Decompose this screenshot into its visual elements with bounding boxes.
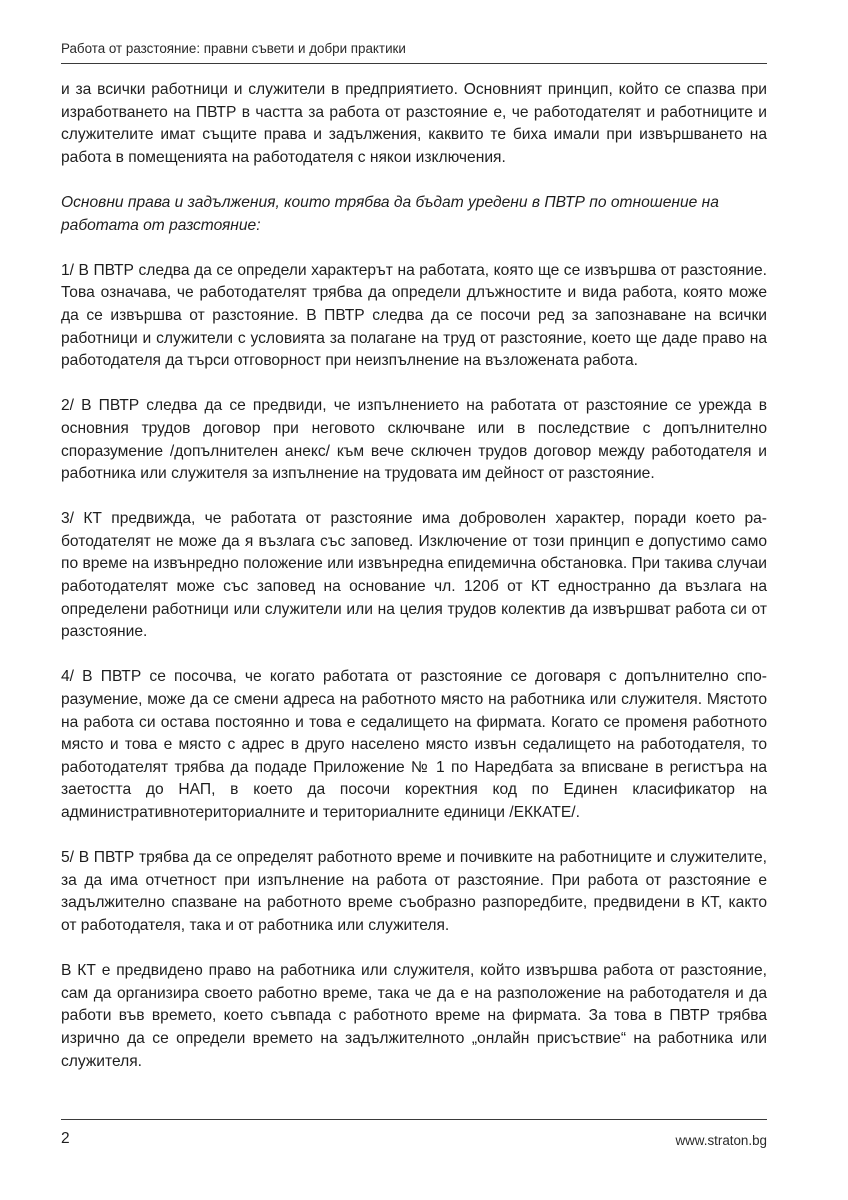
paragraph-item-1: 1/ В ПВТР следва да се определи характерът на работата, която ще се извършва от разстояние. Това означава, че работодателят трябва да определи длъжностите и вида работа, която може да се извършва от разстояние. В ПВТР следва да се посочи ред за запознаване на всички работници и служители с условията за полагане на труд от разстояние, което ще даде право на работодателя да търси отговорност при неизпълнение на възложената работа. — [61, 261, 767, 370]
paragraph-working-time: В КТ е предвидено право на работника или служителя, който извършва работа от разстояние, сам да организира своето работно време, така че да е на разположение на работодателя и да работи във времето, което съвпада с работното време на фирмата. За това в ПВТР трябва изрично да се определи времето на задължителното „онлайн присъствие“ на работника или служителя. — [61, 962, 767, 1070]
paragraph-intro-continuation: и за всички работници и служители в предприятието. Основният принцип, който се спазва при изработването на ПВТР в частта за работа от разстояние е, че работодателят и работниците и служителите имат същите права и задължения, каквито те биха имали при извършването на работа в помещенията на работодателя с някои изключения. — [61, 81, 767, 166]
footer-divider — [61, 1119, 767, 1120]
paragraph-item-2: 2/ В ПВТР следва да се предвиди, че изпълнението на работата от разстояние се урежда в основния трудов договор при неговото сключване или в последствие с допълнително споразумение /допълнителен анекс/ към вече сключен трудов договор между работодателя и работника или служителя за изпълнение на трудовата им дейност от разстояние. — [61, 397, 767, 483]
paragraph-item-4: 4/ В ПВТР се посочва, че когато работата от разстояние се договаря с допълнително споразумение, може да се смени адреса на работното място на работника или служителя. Мястото на работа си остава постоянно и това е седалището на фирмата. Когато се променя работното място и това е място с адрес в друго населено място извън седалището на работодателя, то работодателят трябва да подаде Приложение № 1 по Наредбата за вписване в регистъра на заетостта до НАП, в което да посочи коректния код по Единен класификатор на административнотериториалните и териториалните единици /ЕККАТЕ/. — [61, 668, 767, 821]
page-number: 2 — [61, 1130, 70, 1147]
header-divider — [61, 63, 767, 64]
document-page — [61, 0, 767, 1200]
section-lead-in: Основни права и задължения, които трябва да бъдат уредени в ПВТР по отношение на работата от разстояние: — [61, 193, 719, 234]
document-body — [61, 79, 767, 1096]
footer-website-url: www.straton.bg — [675, 1133, 767, 1148]
paragraph-item-5: 5/ В ПВТР трябва да се определят работното време и почивките на работниците и служителите, за да има отчетност при изпълнение на работа от разстояние. При работа от разстояние е задължително спазване на работното време съобразно разпоредбите, предвидени в КТ, както от работодателя, така и от работника или служителя. — [61, 849, 767, 934]
running-header-title: Работа от разстояние: правни съвети и добри практики — [61, 41, 406, 56]
paragraph-item-3: 3/ КТ предвижда, че работата от разстояние има доброволен характер, поради което работодателят не може да я възлага със заповед. Изключение от този принцип е допустимо само по време на извънредно положение или извънредна епидемична обстановка. При такива случаи работодателят може със заповед на основание чл. 120б от КТ едностранно да възлага на определени работници или служители или на целия трудов колектив да извършват работа си от разстояние. — [61, 510, 767, 641]
